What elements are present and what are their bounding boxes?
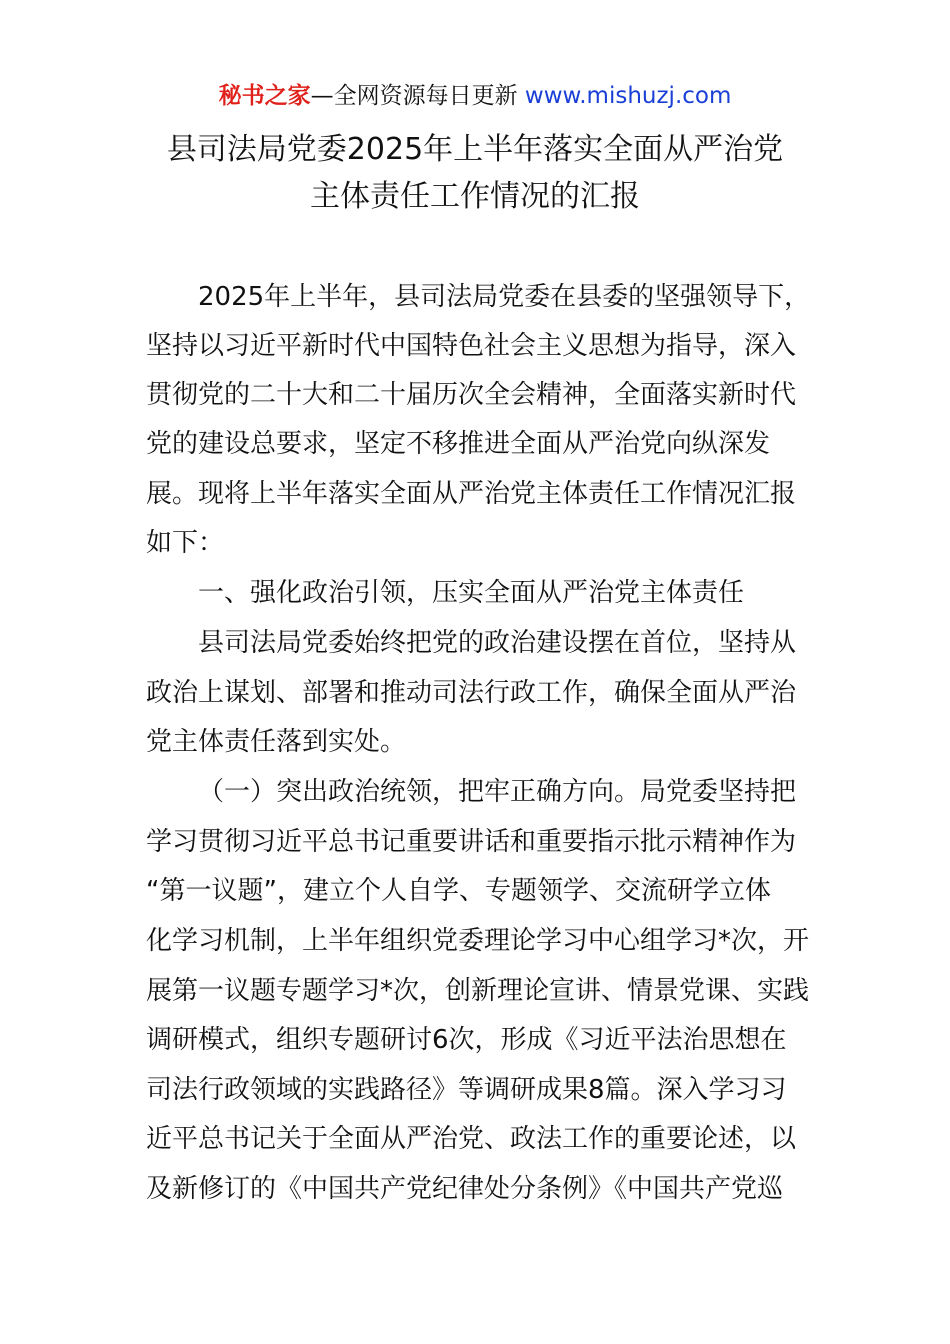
body-line-14: 化学习机制，上半年组织党委理论学习中心组学习*次，开 (146, 926, 810, 956)
body-line-19: 及新修订的《中国共产党纪律处分条例》《中国共产党巡 (146, 1174, 784, 1204)
body-line-17: 司法行政领域的实践路径》等调研成果8篇。深入学习习 (146, 1075, 787, 1105)
brand-name: 秘书之家 (218, 83, 311, 109)
body-line-3: 贯彻党的二十大和二十届历次全会精神，全面落实新时代 (146, 380, 797, 410)
body-line-16: 调研模式，组织专题研讨6次，形成《习近平法治思想在 (146, 1025, 787, 1055)
body-line-2: 坚持以习近平新时代中国特色社会主义思想为指导，深入 (146, 331, 797, 361)
site-banner (0, 80, 950, 112)
site-url[interactable]: www.mishuzj.com (524, 83, 732, 109)
section-heading-1: 一、强化政治引领，压实全面从严治党主体责任 (198, 578, 745, 608)
body-line-18: 近平总书记关于全面从严治党、政法工作的重要论述，以 (146, 1124, 797, 1154)
body-line-4: 党的建设总要求，坚定不移推进全面从严治党向纵深发 (146, 429, 771, 459)
document-title-line-2: 主体责任工作情况的汇报 (310, 179, 640, 214)
body-line-10: 党主体责任落到实处。 (146, 727, 407, 757)
body-line-15: 展第一议题专题学习*次，创新理论宣讲、情景党课、实践 (146, 976, 810, 1006)
body-line-9: 政治上谋划、部署和推动司法行政工作，确保全面从严治 (146, 678, 797, 708)
body-line-1: 2025年上半年，县司法局党委在县委的坚强领导下， (198, 282, 810, 312)
body-line-6: 如下： (146, 528, 225, 558)
body-line-5: 展。现将上半年落实全面从严治党主体责任工作情况汇报 (146, 479, 797, 509)
subsection-heading-1: （一）突出政治统领，把牢正确方向。局党委坚持把 (198, 777, 797, 807)
body-line-12: 学习贯彻习近平总书记重要讲话和重要指示批示精神作为 (146, 827, 797, 857)
banner-tagline: —全网资源每日更新 (310, 83, 518, 109)
body-line-13: “第一议题”，建立个人自学、专题领学、交流研学立体 (146, 876, 771, 906)
body-line-8: 县司法局党委始终把党的政治建设摆在首位，坚持从 (198, 628, 797, 658)
document-title-line-1: 县司法局党委2025年上半年落实全面从严治党 (166, 132, 784, 167)
